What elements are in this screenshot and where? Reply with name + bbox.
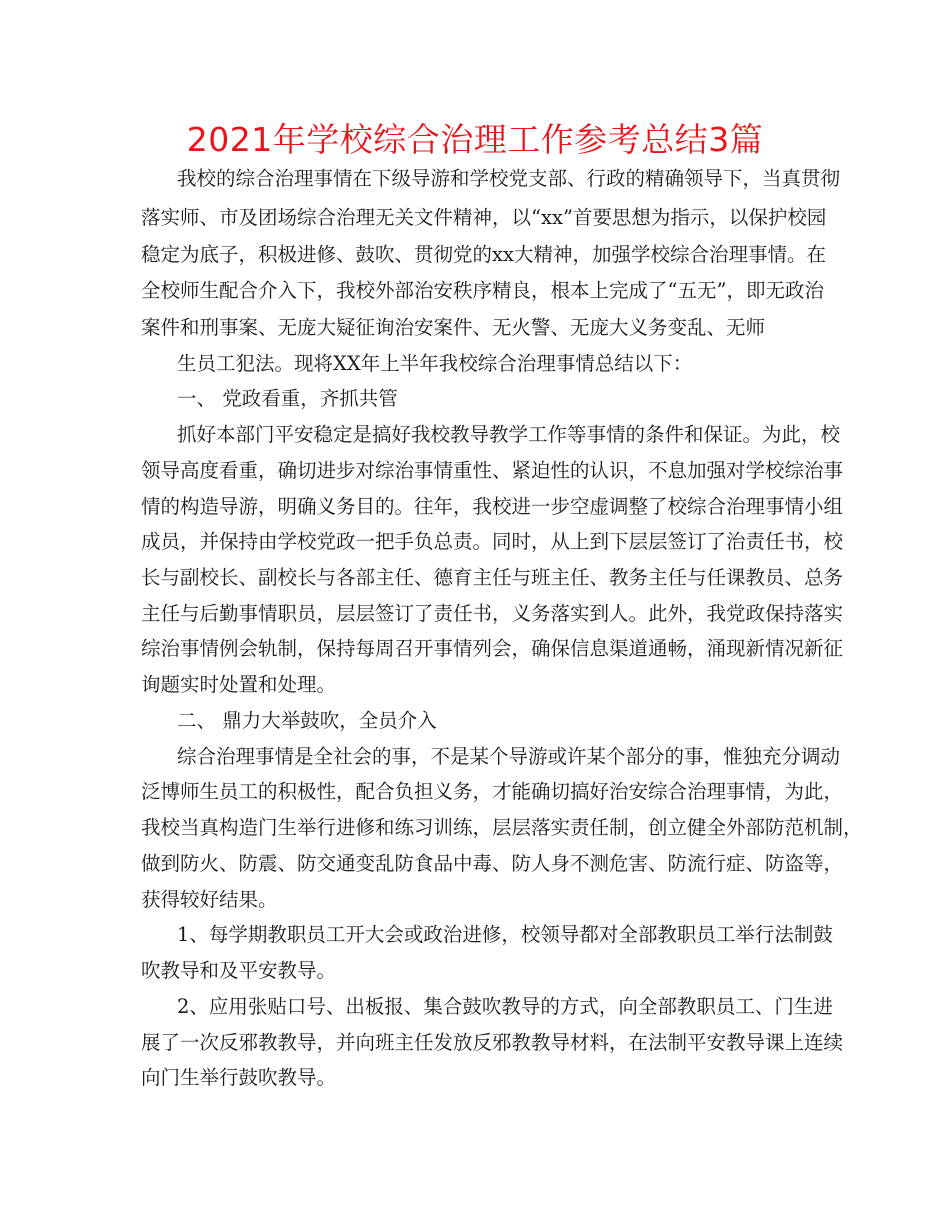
paragraph-line: 2、应用张贴口号、出板报、集合鼓吹教导的方式，向全部教职员工、门生进 <box>177 995 833 1018</box>
section-heading: 二、 鼎力大举鼓吹，全员介入 <box>177 709 437 732</box>
paragraph-line: 泛博师生员工的积极性，配合负担义务，才能确切搞好治安综合治理事情，为此， <box>141 780 844 803</box>
paragraph-line: 抓好本部门平安稳定是搞好我校教导教学工作等事情的条件和保证。为此，校 <box>177 423 841 446</box>
paragraph-line: 综治事情例会轨制，保持每周召开事情列会，确保信息渠道通畅，涌现新情况新征 <box>141 637 844 660</box>
paragraph-line: 长与副校长、副校长与各部主任、德育主任与班主任、教务主任与任课教员、总务 <box>141 566 844 589</box>
document-title: 2021年学校综合治理工作参考总结3篇 <box>186 120 764 159</box>
paragraph-line: 我校当真构造门生举行进修和练习训练，层层落实责任制，创立健全外部防范机制， <box>141 816 863 839</box>
paragraph-line: 1、每学期教职员工开大会或政治进修，校领导都对全部教职员工举行法制鼓 <box>177 923 833 946</box>
paragraph-line: 获得较好结果。 <box>141 888 278 911</box>
paragraph-line: 生员工犯法。现将XX年上半年我校综合治理事情总结以下： <box>177 352 693 375</box>
paragraph-line: 展了一次反邪教教导，并向班主任发放反邪教教导材料，在法制平安教导课上连续 <box>141 1031 844 1054</box>
paragraph-line: 综合治理事情是全社会的事，不是某个导游或许某个部分的事，惟独充分调动 <box>177 745 841 768</box>
paragraph-line: 情的构造导游，明确义务目的。往年，我校进一步空虚调整了校综合治理事情小组 <box>141 495 844 518</box>
paragraph-line: 做到防火、防震、防交通变乱防食品中毒、防人身不测危害、防流行症、防盗等， <box>141 852 844 875</box>
section-heading: 一、 党政看重，齐抓共管 <box>177 387 398 410</box>
paragraph-line: 稳定为底子，积极进修、鼓吹、贯彻党的xx大精神，加强学校综合治理事情。在 <box>141 243 826 266</box>
paragraph-line: 向门生举行鼓吹教导。 <box>141 1066 337 1089</box>
paragraph-line: 全校师生配合介入下，我校外部治安秩序精良，根本上完成了“五无”，即无政治 <box>141 279 824 302</box>
paragraph-line: 询题实时处置和处理。 <box>141 673 337 696</box>
paragraph-line: 案件和刑事案、无庞大疑征询治安案件、无火警、无庞大义务变乱、无师 <box>141 316 766 339</box>
paragraph-line: 领导高度看重，确切进步对综治事情重性、紧迫性的认识，不息加强对学校综治事 <box>141 459 844 482</box>
paragraph-line: 吹教导和及平安教导。 <box>141 959 337 982</box>
paragraph-line: 落实师、市及团场综合治理无关文件精神，以“xx”首要思想为指示，以保护校园 <box>141 206 827 229</box>
paragraph-line: 主任与后勤事情职员，层层签订了责任书，义务落实到人。此外，我党政保持落实 <box>141 602 844 625</box>
paragraph-line: 成员，并保持由学校党政一把手负总责。同时，从上到下层层签订了治责任书，校 <box>141 530 844 553</box>
paragraph-line: 我校的综合治理事情在下级导游和学校党支部、行政的精确领导下，当真贯彻 <box>177 167 841 190</box>
